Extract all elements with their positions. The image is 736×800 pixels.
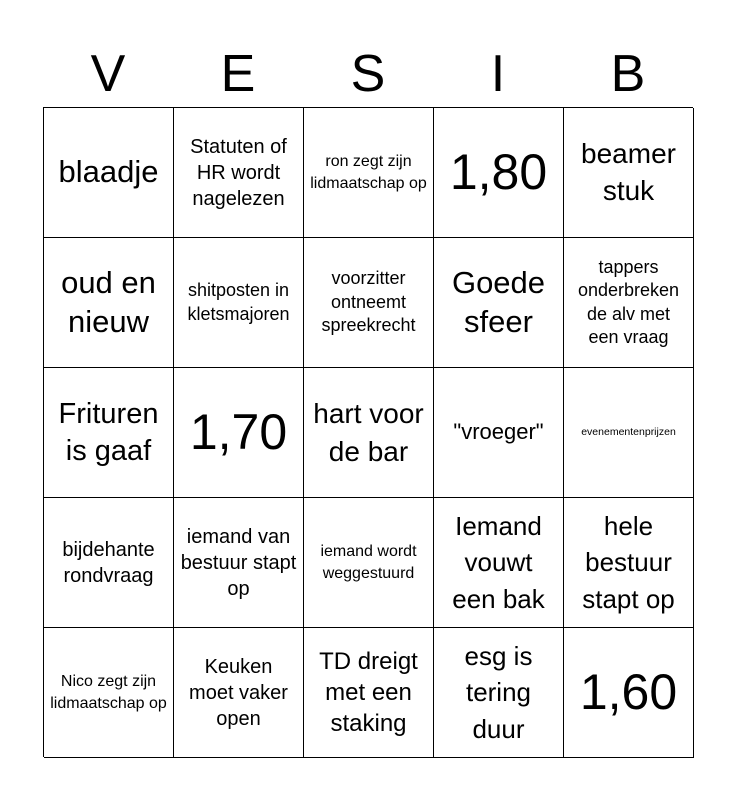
bingo-cell[interactable] [434,628,564,758]
cell-text: hart voor de bar [313,397,424,467]
bingo-cell[interactable] [44,108,174,238]
cell-text: voorzitter ontneemt spreekrecht [321,268,416,336]
bingo-cell[interactable] [434,368,564,498]
cell-text: "vroeger" [453,419,544,445]
cell-text: Statuten of HR wordt nagelezen [190,135,287,210]
bingo-cell[interactable] [564,108,694,238]
header-letter-s: S [350,45,386,103]
bingo-cell[interactable] [564,368,694,498]
cell-text: 1,80 [449,144,548,200]
cell-text: oud en nieuw [61,264,156,339]
cell-text: Goede sfeer [451,264,546,339]
bingo-cell[interactable] [44,628,174,758]
cell-text: esg is tering duur [464,640,533,744]
bingo-cell[interactable] [44,238,174,368]
bingo-cell[interactable] [304,498,434,628]
cell-text: shitposten in kletsmajoren [187,280,290,324]
bingo-cell[interactable] [174,368,304,498]
cell-text: Frituren is gaaf [58,398,159,467]
bingo-cell[interactable] [44,368,174,498]
bingo-cell[interactable] [174,108,304,238]
header-letter-e: E [220,45,256,103]
cell-text: blaadje [58,154,159,190]
bingo-cell[interactable] [174,238,304,368]
bingo-cell[interactable] [304,368,434,498]
bingo-cell[interactable] [304,108,434,238]
bingo-cell[interactable] [304,628,434,758]
bingo-grid [43,107,693,757]
bingo-cell[interactable] [174,628,304,758]
cell-text: Keuken moet vaker open [189,655,288,730]
header-letter-b: B [610,45,646,103]
bingo-cell[interactable] [434,498,564,628]
cell-text: 1,60 [579,664,678,720]
cell-text: Nico zegt zijn lidmaatschap op [50,672,167,712]
bingo-cell[interactable] [44,498,174,628]
bingo-cell[interactable] [564,628,694,758]
cell-text: bijdehante rondvraag [62,538,155,587]
header-letter-i: I [490,45,506,103]
bingo-cell[interactable] [434,238,564,368]
cell-text: Iemand vouwt een bak [452,510,545,614]
cell-text: iemand wordt weggestuurd [320,542,417,582]
header-letter-v: V [90,45,126,103]
cell-text: tappers onderbreken de alv met een vraag [577,256,680,347]
cell-text: beamer stuk [581,138,676,206]
bingo-cell[interactable] [564,498,694,628]
cell-text: iemand van bestuur stapt op [180,525,297,600]
cell-text: 1,70 [189,404,288,460]
bingo-cell[interactable] [304,238,434,368]
cell-text: TD dreigt met een staking [319,647,418,738]
cell-text: hele bestuur stapt op [582,510,675,614]
bingo-header [43,40,693,108]
bingo-cell[interactable] [434,108,564,238]
cell-text: evenementenprijzen [581,425,676,438]
cell-text: ron zegt zijn lidmaatschap op [310,152,427,192]
bingo-cell[interactable] [174,498,304,628]
bingo-cell[interactable] [564,238,694,368]
